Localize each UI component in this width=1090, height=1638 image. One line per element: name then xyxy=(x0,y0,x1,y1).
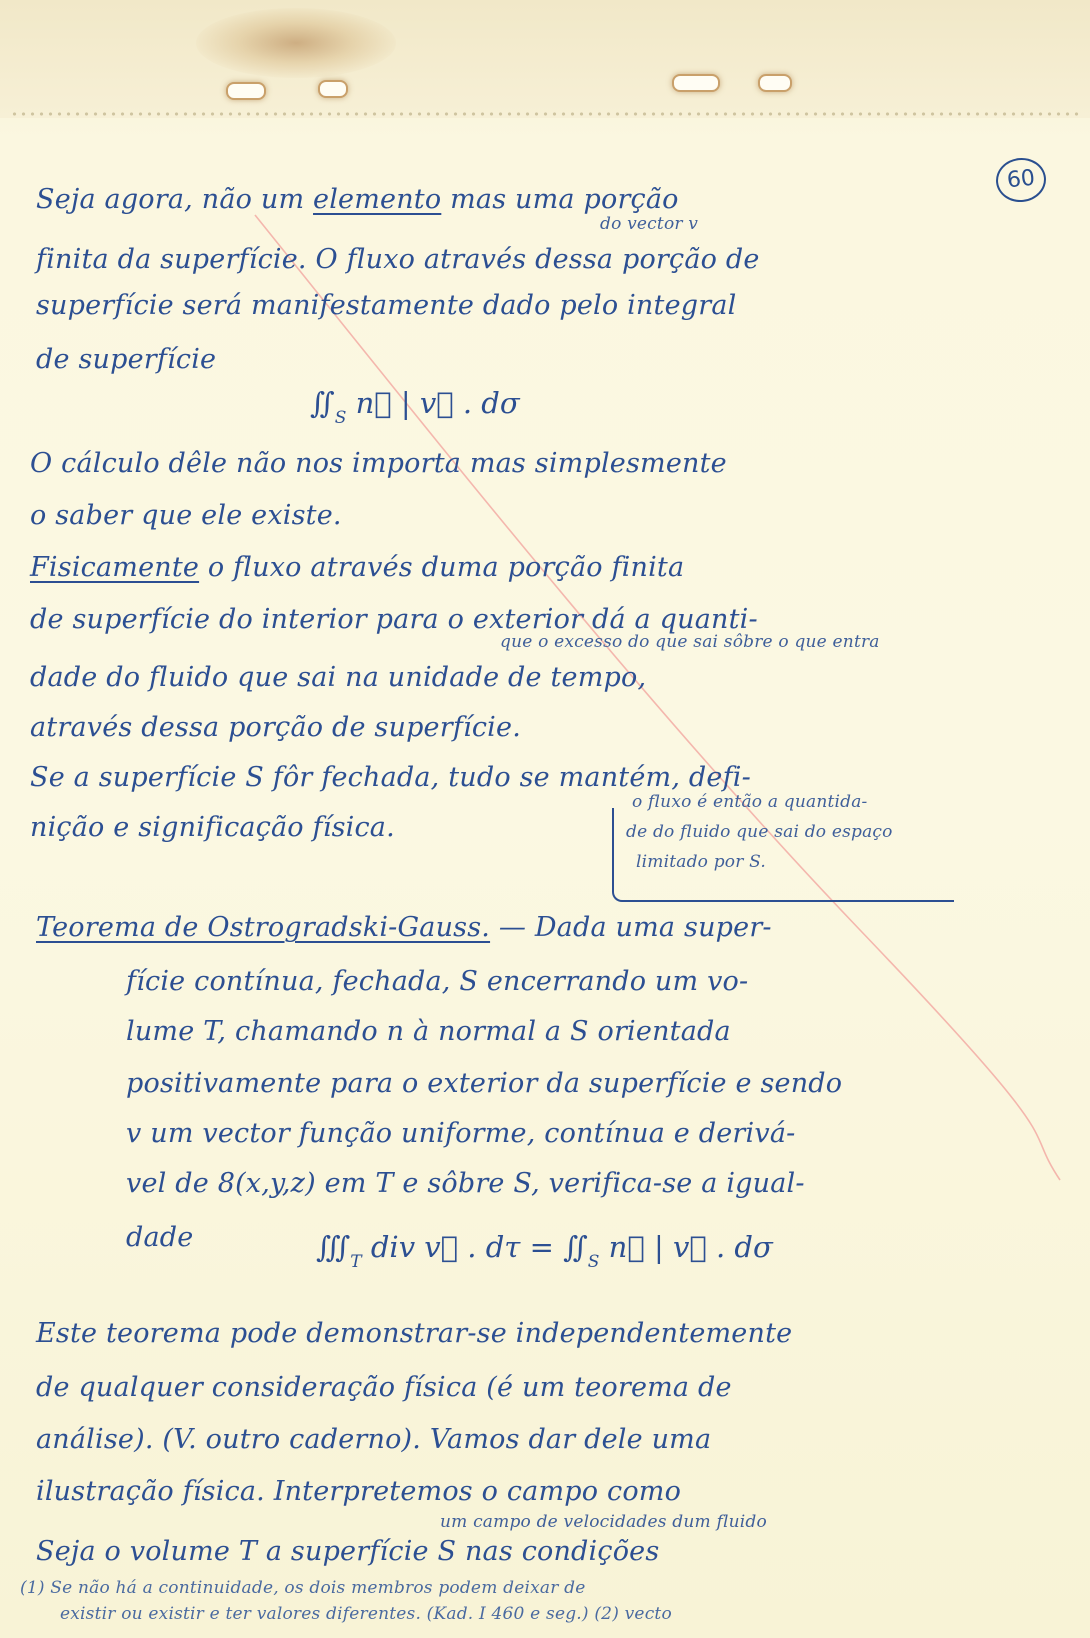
binding-hole xyxy=(318,80,348,98)
text-line-24: um campo de velocidades dum fluido xyxy=(440,1512,767,1532)
double-integral-body: n⃗ | v⃗ . dσ xyxy=(608,1230,773,1264)
page-number: 60 xyxy=(994,156,1048,205)
text-line-25: Seja o volume T a superfície S nas condições xyxy=(36,1536,660,1567)
triple-integral-symbol: ∭ xyxy=(316,1230,351,1264)
burn-mark xyxy=(196,8,396,78)
text-line-9: dade do fluido que sai na unidade de tempo, xyxy=(30,662,647,693)
text-line-17: v um vector função uniforme, contínua e derivá- xyxy=(126,1118,796,1149)
gauss-formula xyxy=(316,1230,773,1272)
text-line-10: através dessa porção de superfície. xyxy=(30,712,521,743)
text-line-13: Teorema de Ostrogradski-Gauss. — Dada uma super- xyxy=(36,912,772,943)
insertion-do-vector: do vector v xyxy=(600,214,699,234)
text-line-21: de qualquer consideração física (é um teorema de xyxy=(36,1372,732,1403)
binding-strip xyxy=(0,0,1090,118)
triple-integral-subscript: T xyxy=(350,1252,362,1272)
line-7-rest: o fluxo através duma porção finita xyxy=(207,552,685,583)
text-line-11: Se a superfície S fôr fechada, tudo se mantém, defi- xyxy=(30,762,751,793)
text-line-15: lume T, chamando n à normal a S orientada xyxy=(126,1016,731,1047)
surface-integral xyxy=(310,386,520,428)
integral-body: n⃗ | v⃗ . dσ xyxy=(355,386,520,420)
binding-hole xyxy=(758,74,792,92)
theorem-title: Teorema de Ostrogradski-Gauss. xyxy=(36,912,491,943)
double-integral-symbol: ∬ xyxy=(563,1230,588,1264)
text-line-12: nição e significação física. xyxy=(30,812,395,843)
bracket-note-line-2: de do fluido que sai do espaço xyxy=(626,822,893,842)
binding-hole xyxy=(226,82,266,100)
text-line-22: análise). (V. outro caderno). Vamos dar dele uma xyxy=(36,1424,712,1455)
text-line-8: de superfície do interior para o exterior dá a quanti- xyxy=(30,604,758,635)
insertion-excess: que o excesso do que sai sôbre o que entra xyxy=(500,632,880,652)
double-integral-subscript: S xyxy=(587,1252,600,1272)
text-line-14: fície contínua, fechada, S encerrando um vo- xyxy=(126,966,749,997)
text-line-7 xyxy=(30,552,684,583)
perforation-line xyxy=(10,112,1080,116)
integral-subscript: S xyxy=(334,408,347,428)
text-line-6: o saber que ele existe. xyxy=(30,500,342,531)
text-line-5: O cálculo dêle não nos importa mas simplesmente xyxy=(30,448,727,479)
triple-integral-body: div v⃗ . dτ = xyxy=(370,1230,554,1264)
bracket-note-line-1: o fluxo é então a quantida- xyxy=(632,792,868,812)
text-line-1: Seja agora, não um elemento mas uma porção xyxy=(36,184,679,215)
underlined-fisicamente: Fisicamente xyxy=(30,552,200,583)
text-line-23: ilustração física. Interpretemos o campo como xyxy=(36,1476,682,1507)
text-line-19: dade xyxy=(126,1222,194,1253)
text-line-4: de superfície xyxy=(36,344,217,375)
footnote-line-2: existir ou existir e ter valores diferentes. (Kad. I 460 e seg.) (2) vecto xyxy=(60,1604,672,1624)
text-line-2: finita da superfície. O fluxo através dessa porção de xyxy=(36,244,760,275)
underlined-word: elemento xyxy=(313,184,442,215)
text-line-18: vel de 8(x,y,z) em T e sôbre S, verifica-se a igual- xyxy=(126,1168,805,1199)
theorem-start: Dada uma super- xyxy=(534,912,772,943)
binding-hole xyxy=(672,74,720,92)
footnote-line-1: (1) Se não há a continuidade, os dois membros podem deixar de xyxy=(20,1578,586,1598)
bracket-note-line-3: limitado por S. xyxy=(636,852,767,872)
text-line-20: Este teorema pode demonstrar-se independentemente xyxy=(36,1318,793,1349)
integral-symbol: ∬ xyxy=(310,386,335,420)
text-line-16: positivamente para o exterior da superfície e sendo xyxy=(126,1068,843,1099)
text-line-3: superfície será manifestamente dado pelo integral xyxy=(36,290,737,321)
